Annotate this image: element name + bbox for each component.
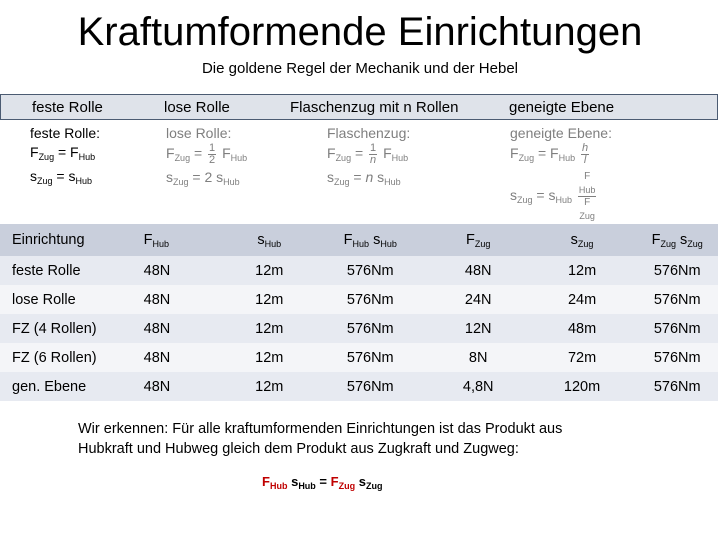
- table-cell: feste Rolle: [0, 256, 120, 285]
- table-cell: 576Nm: [312, 343, 429, 372]
- table-row: [0, 256, 718, 285]
- formula-force-equation: $F_{Zug}$ = $\frac{1}{n}$ $F_{Hub}$: [327, 142, 409, 166]
- topbar-label-lose-rolle: lose Rolle: [164, 99, 230, 116]
- golden-rule-formula: $F_{Hub}$ $s_{Hub} = F_{Zug}$ $s_{Zug}$: [262, 474, 383, 491]
- formula-flaschenzug: [327, 124, 410, 192]
- table-cell: 48N: [120, 343, 227, 372]
- table-row: [0, 372, 718, 401]
- formula-distance-equation: $s_{Zug} = n$ $s_{Hub}$: [327, 169, 401, 188]
- table-cell: 120m: [528, 372, 637, 401]
- device-header-bar: [0, 94, 718, 120]
- table-cell: 576Nm: [312, 256, 429, 285]
- table-cell: 576Nm: [636, 285, 718, 314]
- table-cell: 72m: [528, 343, 637, 372]
- table-cell: 48m: [528, 314, 637, 343]
- header-cell: $F_{Zug}$: [429, 224, 528, 256]
- header-cell: $F_{Hub}$: [120, 224, 227, 256]
- topbar-label-feste-rolle: feste Rolle: [32, 99, 103, 116]
- formula-force-equation: $F_{Zug} = F_{Hub}$ $\frac{h}{l}$: [510, 142, 589, 166]
- table-cell: 12m: [227, 314, 312, 343]
- header-cell: $F_{Hub}$ $s_{Hub}$: [312, 224, 429, 256]
- topbar-label-geneigte-ebene: geneigte Ebene: [509, 99, 615, 116]
- table-row: [0, 314, 718, 343]
- comparison-table: [0, 224, 718, 401]
- formula-heading: geneigte Ebene:: [510, 125, 612, 141]
- table-cell: 576Nm: [312, 372, 429, 401]
- table-cell: 12m: [528, 256, 637, 285]
- table-cell: 576Nm: [636, 314, 718, 343]
- formula-feste-rolle: [30, 124, 100, 191]
- table-cell: 4,8N: [429, 372, 528, 401]
- table-cell: 12m: [227, 256, 312, 285]
- table-cell: 48N: [120, 256, 227, 285]
- header-cell: $F_{Zug}$ $s_{Zug}$: [636, 224, 718, 256]
- formula-distance-equation: $s_{Zug} = 2$ $s_{Hub}$: [166, 169, 240, 188]
- table-cell: 48N: [120, 314, 227, 343]
- table-cell: 8N: [429, 343, 528, 372]
- table-cell: 48N: [120, 372, 227, 401]
- formula-heading: feste Rolle:: [30, 125, 101, 141]
- table-cell: FZ (4 Rollen): [0, 314, 120, 343]
- formula-geneigte-ebene: [510, 124, 612, 222]
- table-cell: 576Nm: [312, 314, 429, 343]
- conclusion-text: [78, 419, 678, 459]
- header-cell: $s_{Hub}$: [227, 224, 312, 256]
- conclusion-line-1: Wir erkennen: Für alle kraftumformenden Einrichtungen ist das Produkt aus: [78, 421, 563, 437]
- table-cell: 12N: [429, 314, 528, 343]
- formula-heading: lose Rolle:: [166, 125, 232, 141]
- conclusion-line-2: Hubkraft und Hubweg gleich dem Produkt aus Zugkraft und Zugweg:: [78, 441, 519, 457]
- table-cell: FZ (6 Rollen): [0, 343, 120, 372]
- table-cell: 576Nm: [636, 372, 718, 401]
- topbar-label-flaschenzug: Flaschenzug mit n Rollen: [290, 99, 459, 116]
- header-cell: $s_{Zug}$: [528, 224, 637, 256]
- formula-lose-rolle: [166, 124, 247, 192]
- table-cell: lose Rolle: [0, 285, 120, 314]
- table-cell: 12m: [227, 372, 312, 401]
- page-title: Kraftumformende Einrichtungen: [77, 10, 643, 54]
- table-cell: 24N: [429, 285, 528, 314]
- formula-heading: Flaschenzug:: [327, 125, 411, 141]
- table-row: [0, 343, 718, 372]
- table-row: [0, 285, 718, 314]
- table-cell: gen. Ebene: [0, 372, 120, 401]
- table-cell: 24m: [528, 285, 637, 314]
- table-cell: 576Nm: [636, 343, 718, 372]
- formula-distance-equation: $s_{Zug} = s_{Hub}$: [30, 168, 92, 186]
- formula-force-equation: $F_{Zug}$ = $\frac{1}{2}$ $F_{Hub}$: [166, 142, 248, 166]
- table-cell: 576Nm: [312, 285, 429, 314]
- table-cell: 48N: [429, 256, 528, 285]
- table-cell: 12m: [227, 285, 312, 314]
- table-cell: 48N: [120, 285, 227, 314]
- table-cell: 12m: [227, 343, 312, 372]
- formula-force-equation: $F_{Zug} = F_{Hub}$: [30, 144, 96, 162]
- table-header-row: [0, 224, 718, 256]
- header-cell: Einrichtung: [0, 224, 120, 256]
- table-cell: 576Nm: [636, 256, 718, 285]
- page-subtitle: Die goldene Regel der Mechanik und der Hebel: [201, 60, 519, 77]
- formula-distance-equation: $s_{Zug} = s_{Hub}$ F $_{Hub}$ F $_{Zug}$: [510, 171, 596, 222]
